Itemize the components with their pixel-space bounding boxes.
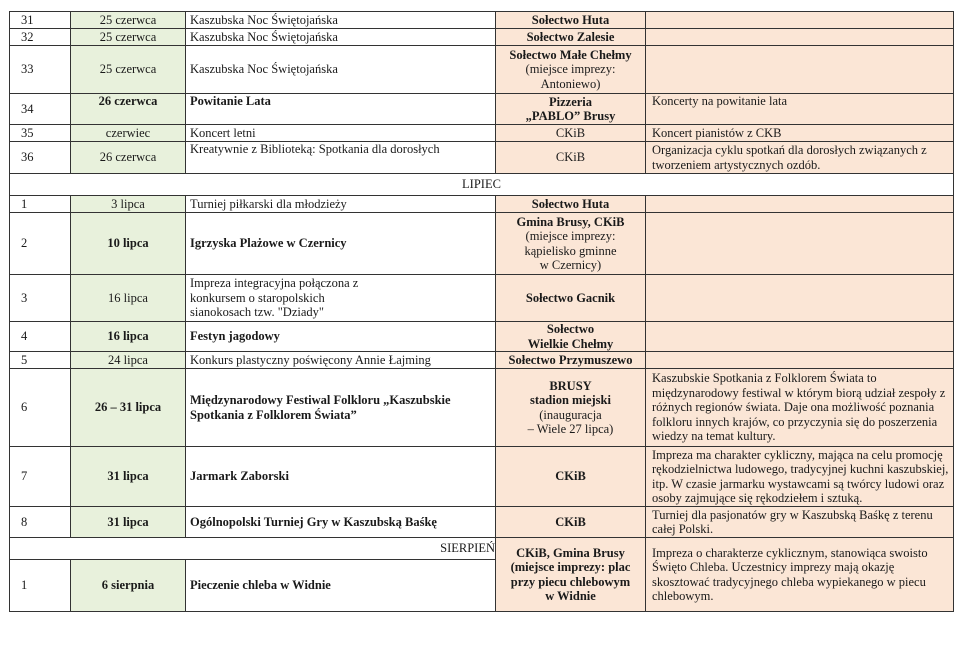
event-date: 10 lipca [71, 213, 186, 275]
organizer-line: CKiB [555, 469, 586, 484]
organizer-line: Pizzeria [548, 94, 593, 109]
event-title: Impreza integracyjna połączona z konkursem o staropolskich sianokosach tzw. "Dziady" [186, 275, 496, 322]
event-organizer [496, 447, 646, 507]
table-row [10, 12, 954, 29]
row-number: 31 [10, 12, 71, 29]
organizer-line: Wielkie Chełmy [527, 336, 614, 351]
event-date: 31 lipca [71, 447, 186, 507]
row-number: 3 [10, 275, 71, 322]
organizer-line: – Wiele 27 lipca) [527, 422, 614, 436]
event-organizer [496, 322, 646, 352]
organizer-line: (miejsce imprezy: [525, 62, 616, 77]
event-description [646, 12, 954, 29]
event-description: Organizacja cyklu spotkań dla dorosłych związanych z tworzeniem artystycznych ozdób. [646, 142, 954, 174]
event-date: 25 czerwca [71, 46, 186, 94]
event-title: Powitanie Lata [186, 94, 496, 125]
event-date: 24 lipca [71, 352, 186, 369]
event-date: 26 czerwca [71, 142, 186, 174]
organizer-line: Sołectwo [546, 322, 595, 336]
event-description [646, 322, 954, 352]
organizer-line: Sołectwo Zalesie [526, 29, 615, 44]
event-description: Turniej dla pasjonatów gry w Kaszubską Baśkę z terenu całej Polski. [646, 507, 954, 538]
row-number: 35 [10, 125, 71, 142]
event-date: 25 czerwca [71, 12, 186, 29]
table-row [10, 322, 954, 352]
events-table [9, 11, 954, 612]
organizer-line: CKiB [555, 125, 586, 140]
event-description: Impreza o charakterze cyklicznym, stanowiąca swoisto Święto Chleba. Uczestnicy imprezy mają okazję skosztować tradycyjnego chleba wypiekanego w piecu chlebowym. [646, 538, 954, 612]
table-row [10, 94, 954, 125]
event-title: Festyn jagodowy [186, 322, 496, 352]
event-description: Koncert pianistów z CKB [646, 125, 954, 142]
month-header-row [10, 538, 954, 560]
table-row [10, 196, 954, 213]
event-title: Kaszubska Noc Świętojańska [186, 29, 496, 46]
event-date: 31 lipca [71, 507, 186, 538]
event-organizer [496, 125, 646, 142]
event-title: Pieczenie chleba w Widnie [186, 560, 496, 612]
month-header-row [10, 174, 954, 196]
event-title: Kaszubska Noc Świętojańska [186, 46, 496, 94]
row-number: 6 [10, 369, 71, 447]
organizer-line: CKiB [555, 514, 586, 529]
month-heading-lipiec: LIPIEC [10, 174, 954, 196]
row-number: 7 [10, 447, 71, 507]
event-title: Konkurs plastyczny poświęcony Annie Łajming [186, 352, 496, 369]
event-organizer [496, 94, 646, 125]
organizer-line: CKiB, Gmina Brusy [516, 545, 625, 560]
event-title: Ogólnopolski Turniej Gry w Kaszubską Baśkę [186, 507, 496, 538]
organizer-line: Sołectwo Huta [531, 12, 610, 27]
event-description: Kaszubskie Spotkania z Folklorem Świata to międzynarodowy festiwal w którym biorą udział zespoły z różnych regionów świata. Daje ona możliwość poznania folkloru innych krajów, co przyczynia się do poszerzenia wiedzy na temat kultury. [646, 369, 954, 447]
event-title: Kaszubska Noc Świętojańska [186, 12, 496, 29]
organizer-line: BRUSY [549, 378, 592, 393]
row-number: 8 [10, 507, 71, 538]
organizer-line: Sołectwo Małe Chełmy [509, 47, 632, 62]
organizer-line: (inauguracja [539, 407, 602, 422]
event-description: Impreza ma charakter cykliczny, mająca na celu promocję rękodzielnictwa ludowego, tradycyjnej kuchni kaszubskiej, itp. W czasie jarmarku wystawcami są twórcy ludowi oraz osoby zajmujące się rękodziełem i sztuką. [646, 447, 954, 507]
event-organizer [496, 142, 646, 174]
table-row [10, 125, 954, 142]
table-row [10, 507, 954, 538]
event-title: Międzynarodowy Festiwal Folkloru „Kaszubskie Spotkania z Folklorem Świata” [186, 369, 496, 447]
month-heading-sierpien [10, 538, 496, 560]
table-row [10, 29, 954, 46]
organizer-line: (miejsce imprezy: [525, 229, 616, 243]
organizer-line: kąpielisko gminne [524, 243, 617, 258]
event-date: 26 czerwca [71, 94, 186, 125]
event-title: Koncert letni [186, 125, 496, 142]
event-organizer [496, 213, 646, 275]
organizer-line: Antoniewo) [540, 76, 601, 91]
organizer-line: w Widnie [545, 589, 596, 603]
organizer-line: CKiB [555, 150, 586, 165]
table-row [10, 369, 954, 447]
event-description [646, 352, 954, 369]
event-organizer [496, 352, 646, 369]
event-title: Kreatywnie z Biblioteką: Spotkania dla dorosłych [186, 142, 496, 174]
table-row [10, 275, 954, 322]
table-row [10, 142, 954, 174]
organizer-line: Sołectwo Przymuszewo [508, 352, 633, 367]
event-description [646, 275, 954, 322]
event-date: 16 lipca [71, 275, 186, 322]
event-organizer [496, 507, 646, 538]
row-number: 33 [10, 46, 71, 94]
event-description [646, 46, 954, 94]
event-organizer [496, 12, 646, 29]
table-row [10, 352, 954, 369]
row-number: 1 [10, 196, 71, 213]
row-number: 4 [10, 322, 71, 352]
event-date: 6 sierpnia [71, 560, 186, 612]
row-number: 5 [10, 352, 71, 369]
organizer-line: stadion miejski [530, 393, 611, 407]
event-title: Turniej piłkarski dla młodzieży [186, 196, 496, 213]
table-row [10, 447, 954, 507]
organizer-line: Sołectwo Gacnik [525, 290, 616, 305]
event-organizer [496, 46, 646, 94]
event-organizer [496, 275, 646, 322]
event-date: 25 czerwca [71, 29, 186, 46]
table-row [10, 213, 954, 275]
row-number: 1 [10, 560, 71, 612]
organizer-line: w Czernicy) [539, 258, 602, 272]
event-title: Igrzyska Plażowe w Czernicy [186, 213, 496, 275]
row-number: 36 [10, 142, 71, 174]
organizer-line: (miejsce imprezy: plac [510, 560, 631, 574]
event-description [646, 29, 954, 46]
row-number: 32 [10, 29, 71, 46]
event-date: 26 – 31 lipca [71, 369, 186, 447]
event-organizer [496, 29, 646, 46]
organizer-line: „PABLO” Brusy [525, 109, 616, 123]
event-title: Jarmark Zaborski [186, 447, 496, 507]
event-organizer [496, 538, 646, 612]
row-number: 2 [10, 213, 71, 275]
event-description: Koncerty na powitanie lata [646, 94, 954, 125]
event-organizer [496, 369, 646, 447]
month-heading-text: SIERPIEŃ [440, 541, 495, 556]
event-description [646, 213, 954, 275]
organizer-line: Sołectwo Huta [531, 196, 610, 211]
organizer-line: przy piecu chlebowym [510, 574, 631, 589]
row-number: 34 [10, 94, 71, 125]
table-row [10, 46, 954, 94]
event-date: 16 lipca [71, 322, 186, 352]
event-date: 3 lipca [71, 196, 186, 213]
event-date: czerwiec [71, 125, 186, 142]
event-description [646, 196, 954, 213]
organizer-line: Gmina Brusy, CKiB [516, 214, 625, 229]
event-organizer [496, 196, 646, 213]
